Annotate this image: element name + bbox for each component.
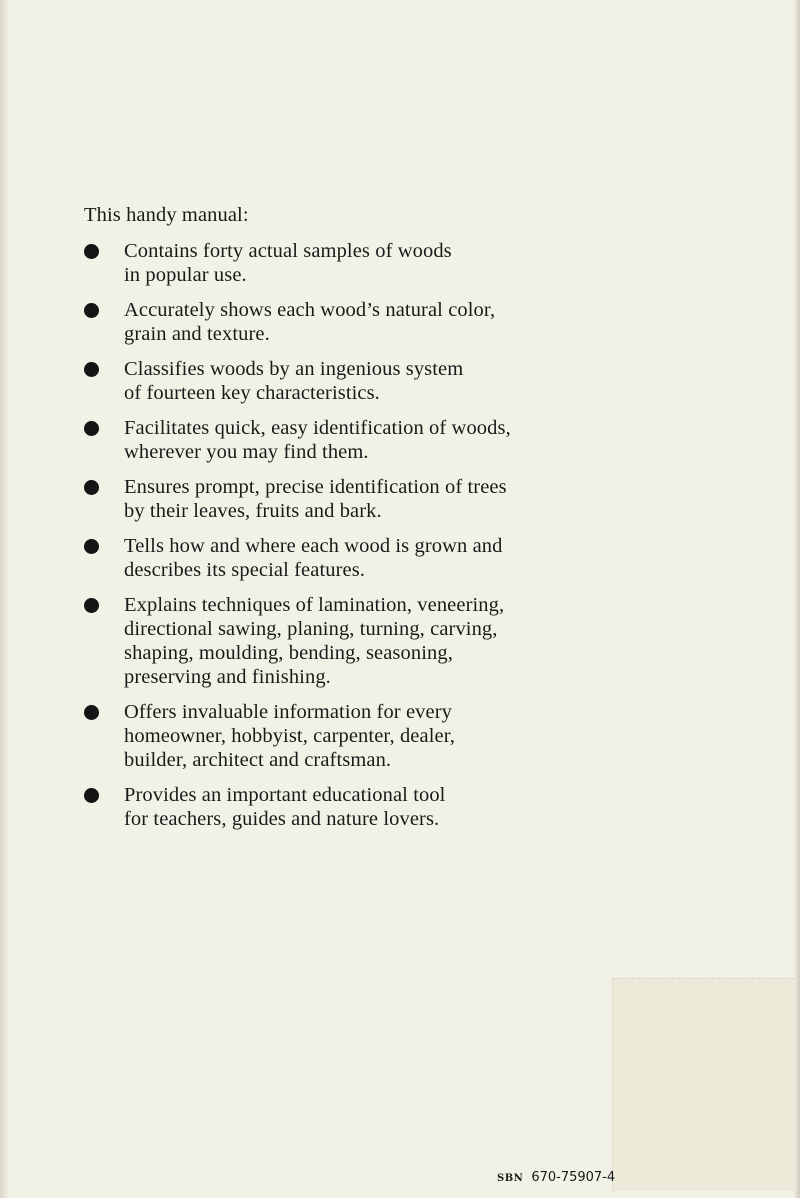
feature-text: Contains forty actual samples of woods in popular use. bbox=[124, 240, 452, 286]
feature-item bbox=[84, 357, 604, 405]
feature-text: Provides an important educational tool for teachers, guides and nature lovers. bbox=[124, 784, 446, 830]
bullet-icon bbox=[84, 480, 99, 495]
feature-item bbox=[84, 239, 604, 287]
feature-item bbox=[84, 700, 604, 772]
feature-text: Classifies woods by an ingenious system of fourteen key characteristics. bbox=[124, 358, 464, 404]
feature-item bbox=[84, 593, 604, 689]
feature-text: Tells how and where each wood is grown and describes its special features. bbox=[124, 535, 503, 581]
sbn-label: SBN bbox=[497, 1173, 524, 1184]
feature-text: Facilitates quick, easy identification of woods, wherever you may find them. bbox=[124, 417, 511, 463]
feature-text: Offers invaluable information for every homeowner, hobbyist, carpenter, dealer, builder, architect and craftsman. bbox=[124, 701, 456, 771]
bullet-icon bbox=[84, 421, 99, 436]
feature-text: Explains techniques of lamination, veneering, directional sawing, planing, turning, carving, shaping, moulding, bending, seasoning, preserving and finishing. bbox=[124, 594, 505, 688]
intro-text: This handy manual: bbox=[84, 204, 249, 226]
feature-list bbox=[84, 239, 604, 831]
bullet-icon bbox=[84, 705, 99, 720]
bullet-icon bbox=[84, 598, 99, 613]
feature-item bbox=[84, 416, 604, 464]
sbn-code bbox=[497, 1170, 615, 1185]
bullet-icon bbox=[84, 303, 99, 318]
feature-item bbox=[84, 534, 604, 582]
feature-item bbox=[84, 475, 604, 523]
bullet-icon bbox=[84, 244, 99, 259]
bullet-icon bbox=[84, 539, 99, 554]
sbn-number: 670-75907-4 bbox=[531, 1170, 616, 1185]
feature-item bbox=[84, 783, 604, 831]
feature-text: Ensures prompt, precise identification of trees by their leaves, fruits and bark. bbox=[124, 476, 507, 522]
price-sticker-area bbox=[612, 978, 795, 1191]
feature-item bbox=[84, 298, 604, 346]
description-block bbox=[84, 203, 604, 842]
bullet-icon bbox=[84, 788, 99, 803]
feature-text: Accurately shows each wood’s natural color, grain and texture. bbox=[124, 299, 496, 345]
cover-left-edge bbox=[0, 0, 8, 1198]
bullet-icon bbox=[84, 362, 99, 377]
